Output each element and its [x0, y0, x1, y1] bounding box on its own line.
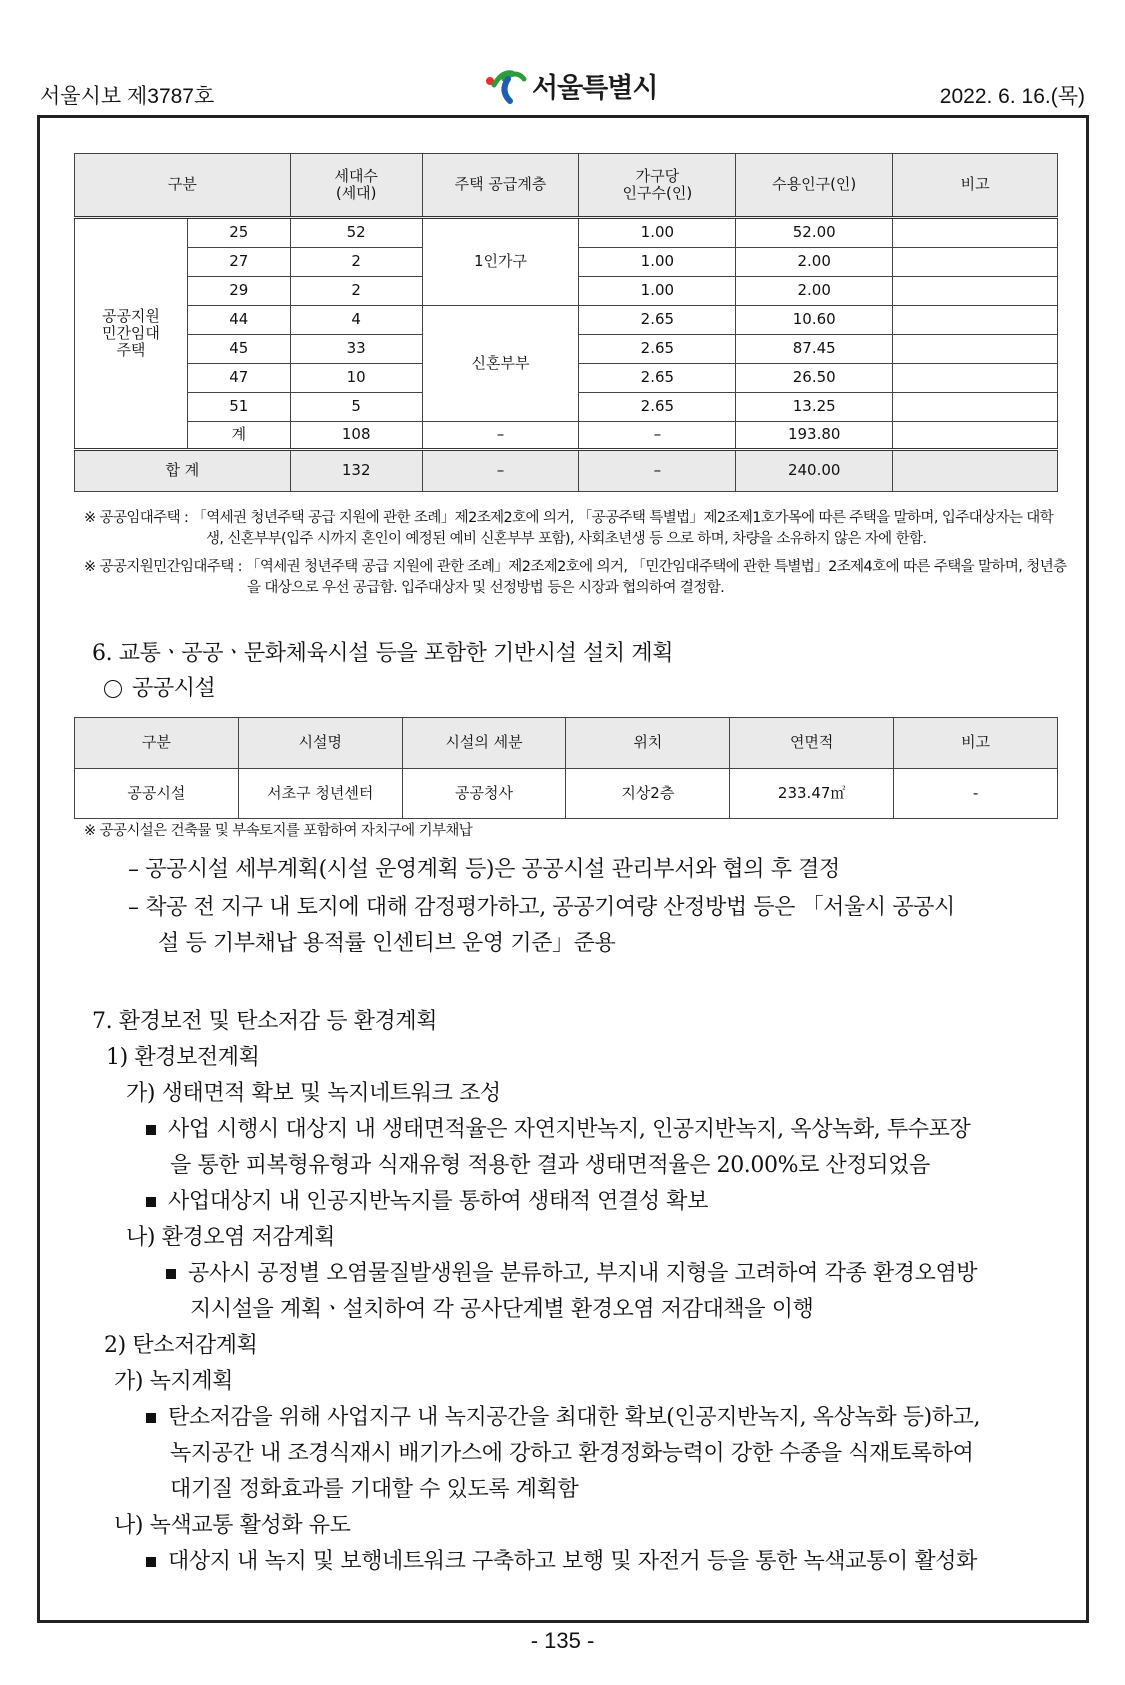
section7-s2a-b1-l3: 대기질 정화효과를 기대할 수 있도록 계획함 [170, 1477, 579, 1502]
bulletin-date: 2022. 6. 16.(목) [939, 85, 1085, 108]
cell-pop: 87.45 [736, 335, 893, 364]
total-label: 합 계 [75, 450, 291, 492]
cell-pop: 26.50 [736, 364, 893, 393]
header-facility-type: 시설의 세분 [402, 718, 566, 769]
section7-s1a: 가) 생태면적 확보 및 녹지네트워크 조성 [126, 1081, 501, 1106]
section6-sub-label: 공공시설 [132, 676, 216, 701]
cell-remarks [893, 277, 1058, 306]
cell-remarks [893, 218, 1058, 248]
cell-size: 45 [187, 335, 290, 364]
header-category: 구분 [75, 154, 291, 218]
cell-pop: 10.60 [736, 306, 893, 335]
cell-households: 33 [290, 335, 422, 364]
section6-sub [104, 671, 215, 707]
cell-remarks [893, 393, 1058, 422]
section7-s2b-b1 [146, 1544, 977, 1580]
bullet-text: 사업 시행시 대상지 내 생태면적율은 자연지반녹지, 인공지반녹지, 옥상녹화, 투수포장 [168, 1117, 971, 1142]
cell-size: 51 [187, 393, 290, 422]
seoul-logo-icon [482, 65, 528, 105]
total-pop: 240.00 [736, 450, 893, 492]
bullet-text: 공사시 공정별 오염물질발생원을 분류하고, 부지내 지형을 고려하여 각종 환경오염방 [188, 1261, 978, 1286]
circle-bullet-icon [104, 680, 122, 698]
cell-households: 52 [290, 218, 422, 248]
bulletin-issue: 서울시보 제3787호 [40, 85, 215, 108]
header-category: 구분 [75, 718, 239, 769]
section7-s1a-b1-l2: 을 통한 피복형유형과 식재유형 적용한 결과 생태면적율은 20.00%로 산정되었음 [170, 1153, 930, 1178]
subtotal-households: 108 [290, 422, 422, 450]
header-per-household: 가구당 인구수(인) [579, 154, 736, 218]
cell-pop: 2.00 [736, 277, 893, 306]
dash-item-2-l2: 설 등 기부채납 용적률 인센티브 운영 기준」준용 [158, 931, 616, 956]
square-bullet-icon [146, 1125, 156, 1135]
square-bullet-icon [166, 1269, 176, 1279]
cell-households: 2 [290, 277, 422, 306]
bullet-text: 탄소저감을 위해 사업지구 내 녹지공간을 최대한 확보(인공지반녹지, 옥상녹화 등)하고, [168, 1405, 981, 1430]
cell-pop: 13.25 [736, 393, 893, 422]
cell-remarks [893, 364, 1058, 393]
section7-s1a-b2 [146, 1184, 708, 1220]
section7-s2: 2) 탄소저감계획 [104, 1333, 258, 1358]
header-population: 수용인구(인) [736, 154, 893, 218]
table-row [75, 306, 1058, 335]
cell-size: 47 [187, 364, 290, 393]
cell-tier-single: 1인가구 [422, 218, 579, 306]
subtotal-per: – [579, 422, 736, 450]
section7-s1a-b1-l1 [146, 1112, 970, 1148]
cell-facility-name: 서초구 청년센터 [238, 769, 402, 819]
cell-size: 44 [187, 306, 290, 335]
header-households: 세대수 (세대) [290, 154, 422, 218]
section7-s1b-b1-l1 [166, 1256, 977, 1292]
cell-tier-newlywed: 신혼부부 [422, 306, 579, 422]
cell-households: 10 [290, 364, 422, 393]
bullet-text: 사업대상지 내 인공지반녹지를 통하여 생태적 연결성 확보 [168, 1189, 709, 1214]
header-remarks: 비고 [893, 154, 1058, 218]
subtotal-label: 계 [187, 422, 290, 450]
cell-category: 공공시설 [75, 769, 239, 819]
cell-location: 지상2층 [566, 769, 730, 819]
header-tier: 주택 공급계층 [422, 154, 579, 218]
bullet-text: 대상지 내 녹지 및 보행네트워크 구축하고 보행 및 자전거 등을 통한 녹색교통이 활성화 [168, 1549, 977, 1574]
cell-per: 1.00 [579, 248, 736, 277]
header-location: 위치 [566, 718, 730, 769]
cell-size: 25 [187, 218, 290, 248]
section7-s2a-b1-l1 [146, 1400, 980, 1436]
cell-size: 29 [187, 277, 290, 306]
cell-pop: 52.00 [736, 218, 893, 248]
header-facility-name: 시설명 [238, 718, 402, 769]
note-private-rental-l2: 을 대상으로 우선 공급함. 입주대상자 및 선정방법 등은 시장과 협의하여 결정함. [247, 580, 725, 596]
group-label: 공공지원 민간임대 주택 [75, 218, 188, 450]
subtotal-tier: – [422, 422, 579, 450]
cell-per: 1.00 [579, 218, 736, 248]
section7-s1: 1) 환경보전계획 [106, 1045, 260, 1070]
note-private-rental-l1: ※ 공공지원민간임대주택 : 「역세권 청년주택 공급 지원에 관한 조례」제2조제2호에 의거, 「민간임대주택에 관한 특별법」2조제4호에 따른 주택을 말하며, 청년층 [84, 559, 1067, 575]
cell-households: 4 [290, 306, 422, 335]
public-facility-table [74, 717, 1058, 819]
total-row [75, 450, 1058, 492]
section6-title: 6. 교통ㆍ공공ㆍ문화체육시설 등을 포함한 기반시설 설치 계획 [92, 641, 674, 666]
total-tier: – [422, 450, 579, 492]
total-per: – [579, 450, 736, 492]
cell-pop: 2.00 [736, 248, 893, 277]
cell-remarks [893, 306, 1058, 335]
cell-remarks: - [894, 769, 1058, 819]
dash-item-2-l1: – 착공 전 지구 내 토지에 대해 감정평가하고, 공공기여량 산정방법 등은 「서울시 공공시 [128, 895, 955, 920]
section7-s2b: 나) 녹색교통 활성화 유도 [114, 1513, 351, 1538]
subtotal-row [75, 422, 1058, 450]
cell-floor-area: 233.47㎡ [730, 769, 894, 819]
table-row [75, 218, 1058, 248]
cell-remarks [893, 248, 1058, 277]
header-floor-area: 연면적 [730, 718, 894, 769]
cell-households: 5 [290, 393, 422, 422]
note-public-rental-l2: 생, 신혼부부(입주 시까지 혼인이 예정된 예비 신혼부부 포함), 사회초년생 등 으로 하며, 차량을 소유하지 않은 자에 한함. [206, 531, 927, 547]
cell-per: 2.65 [579, 306, 736, 335]
total-households: 132 [290, 450, 422, 492]
seoul-logo [482, 62, 657, 108]
cell-size: 27 [187, 248, 290, 277]
note-public-rental-l1: ※ 공공임대주택 : 「역세권 청년주택 공급 지원에 관한 조례」제2조제2호에 의거, 「공공주택 특별법」제2조제1호가목에 따른 주택을 말하며, 입주대상자는 대학 [84, 510, 1054, 526]
header-remarks: 비고 [894, 718, 1058, 769]
cell-per: 2.65 [579, 364, 736, 393]
section7-s2a-b1-l2: 녹지공간 내 조경식재시 배기가스에 강하고 환경정화능력이 강한 수종을 식재토록하여 [170, 1441, 974, 1466]
cell-facility-type: 공공청사 [402, 769, 566, 819]
cell-per: 2.65 [579, 393, 736, 422]
table-row [75, 769, 1058, 819]
section7-title: 7. 환경보전 및 탄소저감 등 환경계획 [92, 1009, 438, 1034]
section7-s1b: 나) 환경오염 저감계획 [126, 1225, 336, 1250]
cell-remarks [893, 335, 1058, 364]
square-bullet-icon [146, 1413, 156, 1423]
cell-households: 2 [290, 248, 422, 277]
subtotal-pop: 193.80 [736, 422, 893, 450]
dash-item-1: – 공공시설 세부계획(시설 운영계획 등)은 공공시설 관리부서와 협의 후 결정 [128, 857, 840, 882]
square-bullet-icon [146, 1557, 156, 1567]
section7-s1b-b1-l2: 지시설을 계획ㆍ설치하여 각 공사단계별 환경오염 저감대책을 이행 [190, 1297, 814, 1322]
square-bullet-icon [146, 1197, 156, 1207]
logo-text: 서울특별시 [532, 72, 658, 103]
cell-per: 2.65 [579, 335, 736, 364]
section7-s2a: 가) 녹지계획 [114, 1369, 234, 1394]
cell-remarks [893, 450, 1058, 492]
cell-per: 1.00 [579, 277, 736, 306]
housing-table [74, 153, 1058, 492]
page-number: - 135 - [530, 1628, 595, 1653]
note-public-facility: ※ 공공시설은 건축물 및 부속토지를 포함하여 자치구에 기부채납 [84, 823, 473, 839]
cell-remarks [893, 422, 1058, 450]
